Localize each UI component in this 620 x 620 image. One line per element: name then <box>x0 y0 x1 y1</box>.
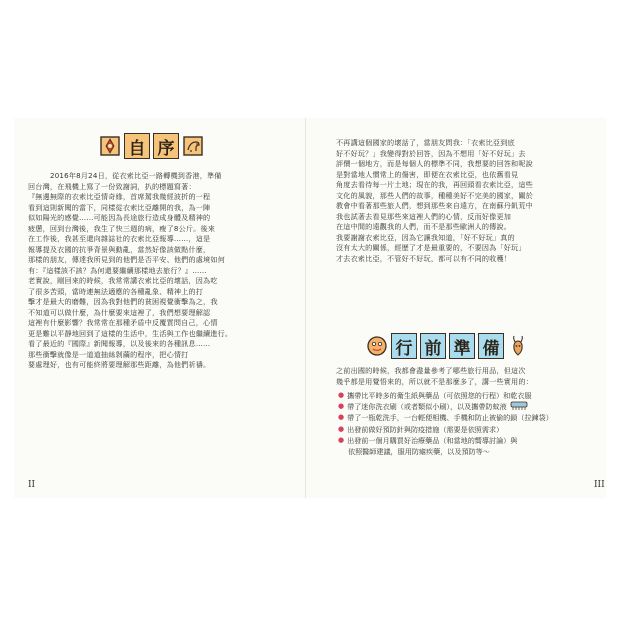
preface-body <box>28 171 232 371</box>
page-number: II <box>28 480 36 490</box>
text-line: 之前出國的時候，我都會盡量參考了哪些旅行用品，但這次 <box>336 366 526 375</box>
text-line: 教會中看著那些旅人們，想到那些來自遠方，在南蘇丹飢荒中 <box>336 201 533 210</box>
text-line: 我也試著去看見那些來這裡人們的心情，反而好像更加 <box>336 211 512 221</box>
list-item <box>338 390 553 401</box>
text-line: 了很多苦頭，當時連無法適應的各種亂象、精神上的打 <box>28 286 204 296</box>
list-item-text: 依照醫師建議，服用防瘧疾藥，以及預防等～ <box>348 447 490 457</box>
bullet-icon: ● <box>338 435 345 444</box>
list-item-text: 出發前一個月購買好治療藥品（和當地的嚮導討論）與 <box>347 435 518 445</box>
text-line: 看了最近的『國際』新聞報導，以及後來的各種訊息…… <box>28 339 211 348</box>
text-line: 我要謝謝衣索比亞，因為它讓我知道，「好不好玩」真的 <box>336 232 515 242</box>
text-line: 那樣的朋友，傳達我所見到的他們是否平安、他們的處境如何 <box>28 255 225 264</box>
title-char: 行 <box>391 333 417 359</box>
text-line: 在這中間的遠觀我的人們，而不是那些歐洲人的傳說。 <box>336 222 512 231</box>
title-char: 準 <box>449 333 475 359</box>
text-line: 才去衣索比亞，不管好不好玩，都可以有不同的收穫！ <box>336 253 512 263</box>
text-line: 老實說，剛回來的時候，我常常講衣索比亞的壞話，因為吃 <box>28 276 218 285</box>
preface-title <box>99 133 204 159</box>
text-line: 似如陽光的感覺……可能因為長途旅行造成身體及精神的 <box>28 213 211 222</box>
text-line: 在工作後，我甚至還向雜誌社的衣索比亞報導……，這是 <box>28 234 211 243</box>
prep-title <box>366 333 529 359</box>
text-line: 有：『這樣該不該？為何還要繼續那樣地去旅行？』…… <box>28 265 207 275</box>
list-item-text: 帶了一瓶乾洗手，一台輕便相機、手機和防止被偷的鎖（拉鍊袋） <box>347 413 553 423</box>
text-line: 回台灣，在飛機上寫了一份致謝詞，扒的標題寫著： <box>28 181 196 191</box>
prep-intro <box>336 366 533 387</box>
ornament-icon <box>99 135 121 157</box>
bullet-icon: ● <box>338 391 345 399</box>
title-char: 自 <box>124 133 150 159</box>
list-item <box>338 424 553 435</box>
text-line: 擊才是最大的磨難，因為我對他們的貧困視覺衝擊為之，我 <box>28 297 218 306</box>
list-item-text: 帶了迷你洗衣刷（或者類似小刷），以及攜帶防蚊液 <box>347 402 507 412</box>
text-line: 報導提及衣國的抗爭背景與動亂，當然好像該做點什麼， <box>28 244 211 254</box>
bullet-icon: ● <box>338 424 345 433</box>
text-line: 疲憊，回到台灣後，我生了快三週的病，瘦了8公斤。後來 <box>28 223 216 233</box>
date-line: 2016年8月24日，從衣索比亞一路轉機到香港，準備 <box>50 171 222 180</box>
antelope-icon <box>507 335 529 357</box>
text-line: 那些衝擊就像是一道道抽絲剝繭的程序，把心情打 <box>28 349 189 359</box>
list-item <box>338 412 553 423</box>
text-line: 不再講這個國家的壞話了，當朋友問我：「衣索比亞到底 <box>336 138 515 147</box>
text-line: 幾乎都是用覺悟來的，所以就不是那麼多了，講一些實用的： <box>336 376 533 386</box>
left-page <box>22 118 298 498</box>
animal-icon <box>182 135 204 157</box>
right-page <box>336 118 612 498</box>
bullet-icon: ● <box>338 413 345 422</box>
mask-icon <box>366 335 388 357</box>
list-item-text: 出發前做好預防針與防疫措施（需要是依照需求） <box>347 424 504 434</box>
text-line: 好不好玩？」我變得對於回答，因為不想用「好不好玩」去 <box>336 148 526 158</box>
title-char: 前 <box>420 333 446 359</box>
text-line: 要處理好，也有可能終將要理解那些距離，為他們祈禱。 <box>28 360 211 369</box>
list-item <box>338 435 553 446</box>
text-line: 不知道可以做什麼，為什麼要來這裡了，我們想要理解認 <box>28 307 211 317</box>
book-gutter <box>305 118 306 498</box>
text-line: 角度去看待每一片土地；現在的我，再回頭看衣索比亞，這些 <box>336 180 533 189</box>
text-line: 評價一個地方，而是每個人的標準不同，我想要的回答和呢說 <box>336 159 533 168</box>
prep-list <box>338 390 553 457</box>
text-line: 文化的風貌，那些人們的故事，種種美好不完美的國家，關於 <box>336 190 533 200</box>
text-line: 這裡有什麼影響？我常常在那種矛盾中反覆質問自己，心情 <box>28 318 218 327</box>
bullet-icon: ● <box>338 402 345 411</box>
list-item-text: 攜帶比平時多的衛生紙與藥品（可依照您的行程）和乾衣服 <box>347 391 532 400</box>
text-line: 沒有太大的關係，經歷了才是最重要的，不要因為「好玩」 <box>336 243 526 252</box>
page-number: III <box>594 480 605 490</box>
title-char: 序 <box>153 133 179 159</box>
title-char: 備 <box>478 333 504 359</box>
text-line: 『無邊無際的衣索比亞情奇緣，首席駕我幾經波折的一程 <box>28 192 211 201</box>
preface-continued <box>336 138 533 264</box>
list-item-continued <box>338 446 553 457</box>
list-item <box>338 401 553 412</box>
text-line: 是對當地人慣常上的傷害，即便在衣索比亞，也依舊看見 <box>336 169 519 179</box>
brush-icon <box>510 401 528 411</box>
text-line: 看到這則新聞的當下，同樣從衣索比亞離開的我，為一陣 <box>28 202 211 212</box>
text-line: 更是難以平靜地回到了這樣的生活中，生活與工作也繼續進行。 <box>28 328 233 338</box>
